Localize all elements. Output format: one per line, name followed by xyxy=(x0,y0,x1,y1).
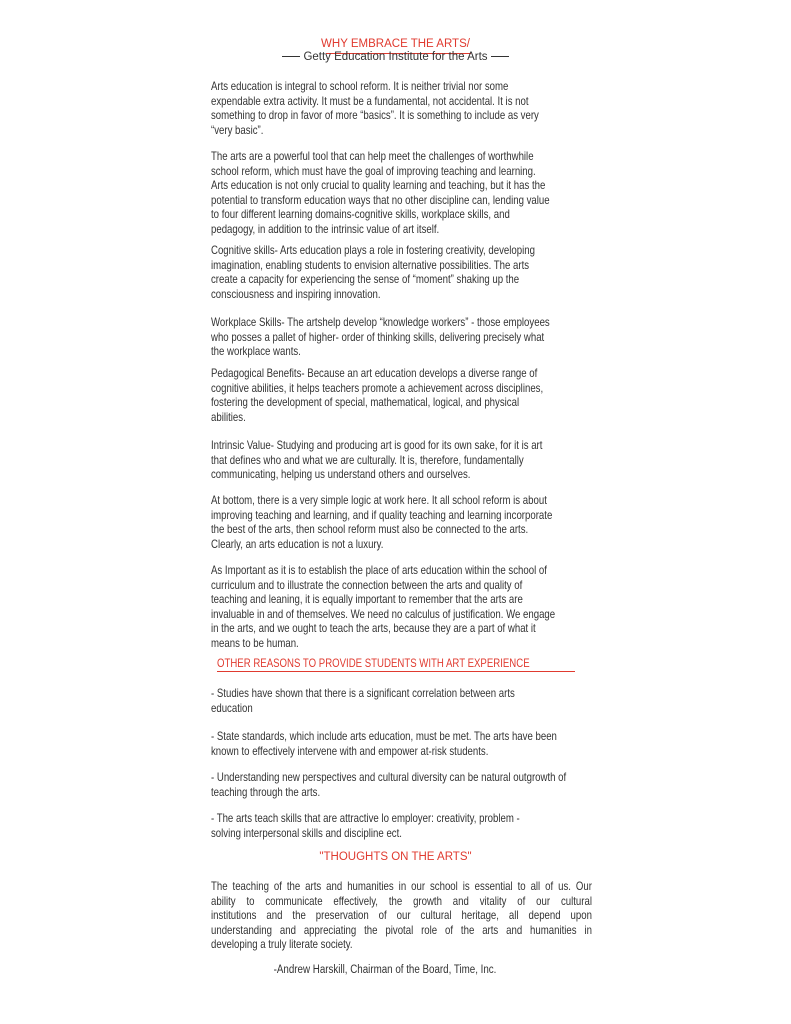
text-line: something to drop in favor of more “basics”. It is something to include as very xyxy=(211,109,539,123)
thoughts-quote xyxy=(211,880,670,953)
paragraph xyxy=(211,80,670,138)
list-item xyxy=(211,687,670,716)
attribution: -Andrew Harskill, Chairman of the Board, Time, Inc. xyxy=(274,964,497,976)
paragraph xyxy=(211,564,670,652)
other-reasons-heading: OTHER REASONS TO PROVIDE STUDENTS WITH ART EXPERIENCE xyxy=(217,657,530,670)
text-line: The teaching of the arts and humanities in our school is essential to all of us. Our xyxy=(211,880,592,893)
text-line: to four different learning domains-cognitive skills, workplace skills, and xyxy=(211,208,510,222)
text-line: - Studies have shown that there is a significant correlation between arts xyxy=(211,687,515,700)
text-line: school reform, which must have the goal of improving teaching and learning. xyxy=(211,164,536,178)
text-line: teaching through the arts. xyxy=(211,785,321,799)
text-line: solving interpersonal skills and discipline ect. xyxy=(211,826,402,840)
paragraph xyxy=(211,367,670,425)
text-line: The arts are a powerful tool that can help meet the challenges of worthwhile xyxy=(211,150,534,163)
list-item xyxy=(211,812,670,841)
text-line: in the arts, and we ought to teach the arts, because they are a part of what it xyxy=(211,622,536,636)
text-line: “very basic”. xyxy=(211,123,264,137)
text-line: the best of the arts, then school reform must also be connected to the arts. xyxy=(211,523,529,537)
document-title: WHY EMBRACE THE ARTS/ xyxy=(321,38,470,50)
text-line: understanding and appreciating the pivotal role of the arts and humanities in xyxy=(211,923,592,937)
text-line: known to effectively intervene with and empower at-risk students. xyxy=(211,744,489,758)
text-line: At bottom, there is a very simple logic at work here. It all school reform is about xyxy=(211,494,547,507)
text-line: As Important as it is to establish the place of arts education within the school of xyxy=(211,564,547,577)
text-line: expendable extra activity. It must be a fundamental, not accidental. It is not xyxy=(211,94,529,108)
text-line: invaluable in and of themselves. We need no calculus of justification. We engage xyxy=(211,607,556,621)
text-line: - The arts teach skills that are attractive lo employer: creativity, problem - xyxy=(211,812,520,825)
text-line: Intrinsic Value- Studying and producing art is good for its own sake, for it is art xyxy=(211,439,543,452)
text-line: communicating, helping us understand others and ourselves. xyxy=(211,468,471,482)
paragraph xyxy=(211,150,670,238)
paragraph xyxy=(211,244,670,302)
text-line: Workplace Skills- The artshelp develop “knowledge workers” - those employees xyxy=(211,316,550,329)
subtitle-text: Getty Education Institute for the Arts xyxy=(303,51,488,63)
text-line: developing a truly literate society. xyxy=(211,938,353,952)
text-line: Pedagogical Benefits- Because an art education develops a diverse range of xyxy=(211,367,538,380)
text-line: who posses a pallet of higher- order of thinking skills, delivering precisely what xyxy=(211,330,545,344)
text-line: create a capacity for experiencing the sense of “moment” shaking up the xyxy=(211,273,520,287)
text-line: institutions and the preservation of our cultural heritage, all depend upon xyxy=(211,909,592,923)
list-item xyxy=(211,771,670,800)
text-line: teaching and leaning, it is equally important to remember that the arts are xyxy=(211,593,523,607)
paragraph xyxy=(211,494,670,552)
text-line: abilities. xyxy=(211,410,246,424)
text-line: curriculum and to illustrate the connection between the arts and quality of xyxy=(211,578,523,592)
text-line: Clearly, an arts education is not a luxury. xyxy=(211,537,384,551)
dash-right xyxy=(491,56,509,57)
text-line: - Understanding new perspectives and cultural diversity can be natural outgrowth of xyxy=(211,771,567,784)
dash-left xyxy=(282,56,300,57)
heading-underline xyxy=(217,671,575,672)
text-line: improving teaching and learning, and if quality teaching and learning incorporate xyxy=(211,508,553,522)
text-line: - State standards, which include arts education, must be met. The arts have been xyxy=(211,730,557,743)
text-line: cognitive abilities, it helps teachers promote a achievement across disciplines, xyxy=(211,381,544,395)
text-line: education xyxy=(211,701,253,715)
list-item xyxy=(211,730,670,759)
paragraph xyxy=(211,316,670,360)
document-subtitle xyxy=(0,51,791,63)
text-line: means to be human. xyxy=(211,636,299,650)
text-line: potential to transform education ways that no other discipline can, lending value xyxy=(211,193,550,207)
text-line: pedagogy, in addition to the intrinsic value of art itself. xyxy=(211,222,440,236)
text-line: fostering the development of special, mathematical, logical, and physical xyxy=(211,396,520,410)
thoughts-heading: "THOUGHTS ON THE ARTS" xyxy=(319,851,472,863)
text-line: Arts education is integral to school reform. It is neither trivial nor some xyxy=(211,80,509,93)
text-line: Cognitive skills- Arts education plays a role in fostering creativity, developing xyxy=(211,244,535,257)
text-line: imagination, enabling students to envision alternative possibilities. The arts xyxy=(211,258,530,272)
text-line: that defines who and what we are culturally. It is, therefore, fundamentally xyxy=(211,453,524,467)
text-line: the workplace wants. xyxy=(211,345,301,359)
text-line: ability to communicate effectively, the growth and vitality of our cultural xyxy=(211,894,592,908)
paragraph xyxy=(211,439,670,483)
text-line: Arts education is not only crucial to quality learning and teaching, but it has the xyxy=(211,179,546,193)
text-line: consciousness and inspiring innovation. xyxy=(211,287,381,301)
